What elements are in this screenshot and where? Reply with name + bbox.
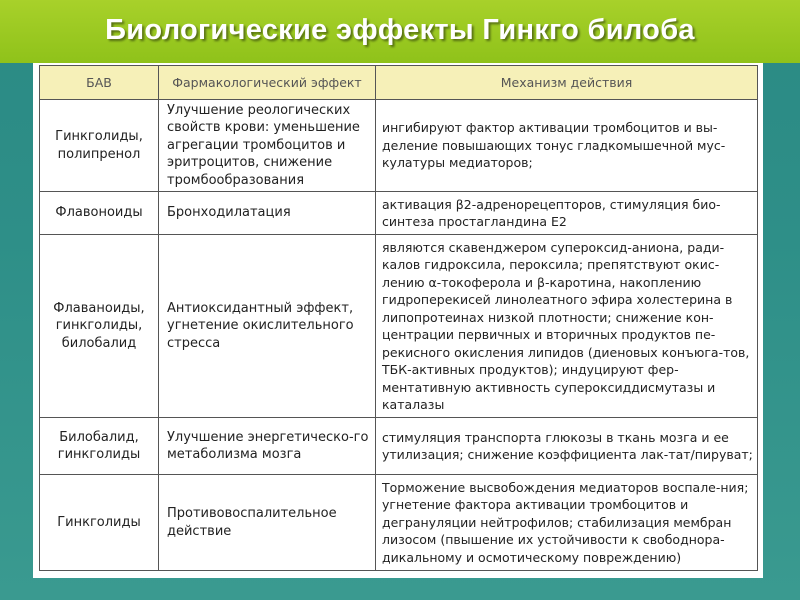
- header-mechanism: Механизм действия: [376, 66, 758, 100]
- cell-mechanism: активация β2-адренорецепторов, стимуляция био-синтеза простагландина Е2: [376, 192, 758, 235]
- cell-mechanism: являются скавенджером супероксид-аниона, ради-калов гидроксила, пероксила; препятствуют окис-лению α-токоферола и β-каротина, накоплению гидроперекисей линолеатного эфира холестерина в липопротеинах низкой плотности; снижение кон-центрации первичных и вторичных продуктов пе-рекисного окисления липидов (диеновых конъюга-тов, ТБК-активных продуктов); индуцируют фер-ментативную активность супероксиддисмутазы и каталазы: [376, 235, 758, 418]
- effects-table: [39, 65, 758, 571]
- cell-bav: Билобалид, гинкголиды: [40, 418, 159, 475]
- slide-title: Биологические эффекты Гинкго билоба: [105, 14, 695, 46]
- table-row: [40, 418, 758, 475]
- title-bar: [0, 0, 800, 63]
- table-row: [40, 192, 758, 235]
- table-row: [40, 235, 758, 418]
- cell-bav: Гинкголиды, полипренол: [40, 100, 159, 192]
- table-row: [40, 100, 758, 192]
- header-bav: БАВ: [40, 66, 159, 100]
- table-sheet: [33, 63, 763, 578]
- cell-effect: Улучшение реологических свойств крови: уменьшение агрегации тромбоцитов и эритроцитов, снижение тромбообразования: [159, 100, 376, 192]
- table-header-row: [40, 66, 758, 100]
- cell-effect: Антиоксидантный эффект, угнетение окислительного стресса: [159, 235, 376, 418]
- cell-mechanism: Торможение высвобождения медиаторов воспале-ния; угнетение фактора активации тромбоцитов и дегрануляции нейтрофилов; стабилизация мембран лизосом (пвышение их устойчивости к свободнора-дикальному и осмотическому повреждению): [376, 475, 758, 571]
- table-row: [40, 475, 758, 571]
- cell-mechanism: стимуляция транспорта глюкозы в ткань мозга и ее утилизация; снижение коэффициента лак-тат/пируват;: [376, 418, 758, 475]
- cell-bav: Флавоноиды: [40, 192, 159, 235]
- cell-bav: Гинкголиды: [40, 475, 159, 571]
- cell-mechanism: ингибируют фактор активации тромбоцитов и вы-деление повышающих тонус гладкомышечной мус-кулатуры медиаторов;: [376, 100, 758, 192]
- header-effect: Фармакологический эффект: [159, 66, 376, 100]
- cell-effect: Бронходилатация: [159, 192, 376, 235]
- cell-bav: Флаваноиды, гинкголиды, билобалид: [40, 235, 159, 418]
- cell-effect: Противовоспалительное действие: [159, 475, 376, 571]
- cell-effect: Улучшение энергетическо-го метаболизма мозга: [159, 418, 376, 475]
